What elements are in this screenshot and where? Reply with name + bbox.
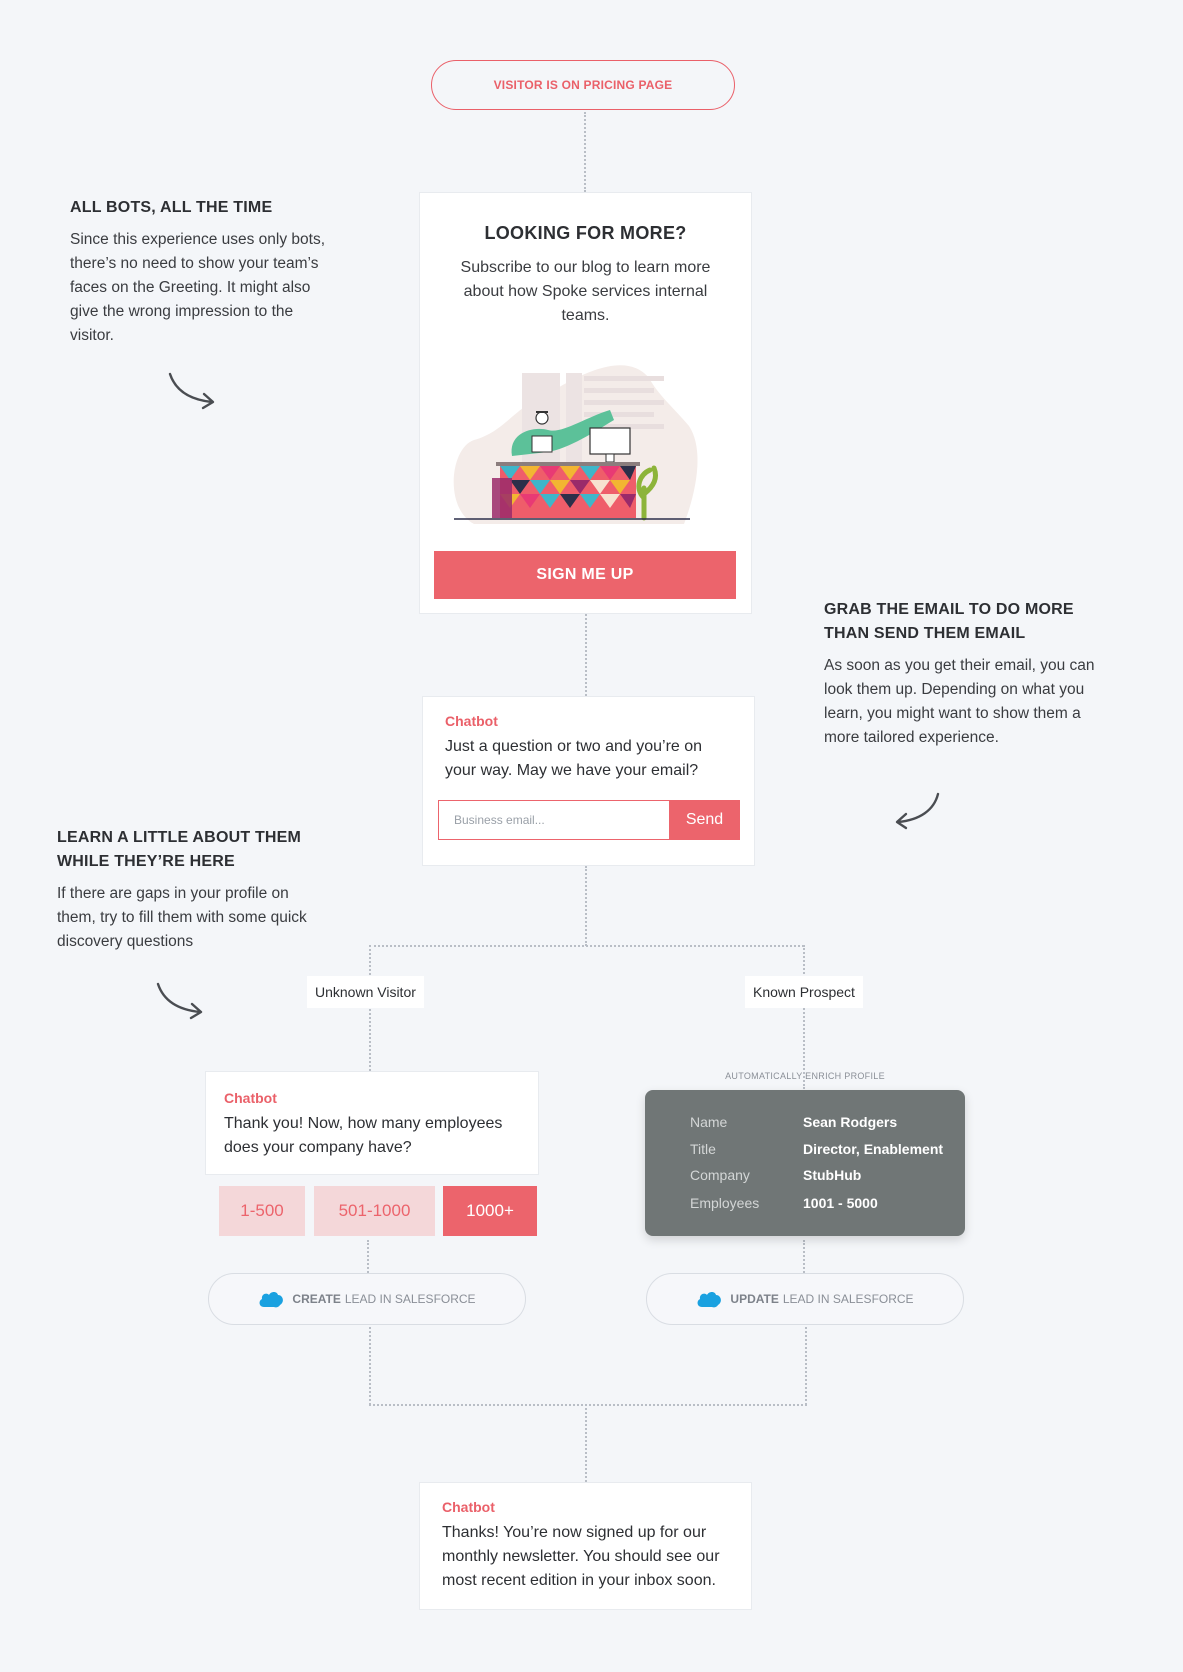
profile-value: 1001 - 5000: [803, 1195, 878, 1211]
connector: [803, 1240, 805, 1273]
option-1000-plus[interactable]: 1000+: [443, 1186, 537, 1236]
email-chat-card: [422, 696, 755, 866]
send-button[interactable]: Send: [669, 800, 740, 840]
salesforce-text: LEAD IN SALESFORCE: [344, 1292, 476, 1306]
profile-row-employees: [690, 1195, 878, 1211]
salesforce-cloud-icon: [696, 1290, 722, 1308]
connector: [584, 112, 586, 192]
branch-unknown-visitor: [307, 976, 424, 1008]
greeting-card: [419, 192, 752, 614]
annotation-title: GRAB THE EMAIL TO DO MORE THAN SEND THEM EMAIL: [824, 601, 1074, 642]
trigger-pill: [431, 60, 735, 110]
annotation-body: Since this experience uses only bots, there’s no need to show your team’s faces on the Greeting. It might also give the wrong impression to the visitor.: [70, 231, 326, 344]
connector: [367, 1240, 369, 1273]
connector: [369, 945, 371, 1071]
update-lead-salesforce: [646, 1273, 964, 1325]
employees-chat-card: [205, 1071, 539, 1175]
enrich-caption: AUTOMATICALLY ENRICH PROFILE: [725, 1071, 885, 1081]
annotation-title: ALL BOTS, ALL THE TIME: [70, 199, 273, 216]
branch-label: Known Prospect: [753, 984, 855, 1000]
connector: [369, 1404, 807, 1406]
chatbot-label: Chatbot: [445, 713, 498, 729]
email-field[interactable]: Business email...: [438, 800, 670, 840]
connector: [803, 945, 805, 1089]
profile-row-name: [690, 1114, 897, 1130]
chatbot-message: Thank you! Now, how many employees does your company have?: [224, 1115, 503, 1156]
office-illustration: [444, 348, 700, 524]
profile-row-title: [690, 1141, 943, 1157]
profile-row-company: [690, 1167, 861, 1183]
option-501-1000[interactable]: 501-1000: [314, 1186, 435, 1236]
annotation-learn: [57, 826, 322, 954]
final-chat-card: [419, 1482, 752, 1610]
profile-key: Company: [690, 1167, 750, 1183]
profile-key: Title: [690, 1141, 716, 1157]
profile-value: Sean Rodgers: [803, 1114, 898, 1130]
connector: [369, 945, 804, 947]
annotation-title: LEARN A LITTLE ABOUT THEM WHILE THEY’RE HERE: [57, 829, 302, 870]
salesforce-verb: CREATE: [292, 1292, 341, 1306]
salesforce-verb: UPDATE: [730, 1292, 779, 1306]
annotation-body: As soon as you get their email, you can look them up. Depending on what you learn, you might want to show them a more tailored experience.: [824, 657, 1095, 746]
branch-known-prospect: [745, 976, 863, 1008]
annotation-all-bots: [70, 196, 340, 348]
connector: [585, 866, 587, 946]
sign-me-up-button[interactable]: SIGN ME UP: [434, 551, 736, 599]
trigger-label: VISITOR IS ON PRICING PAGE: [493, 78, 673, 92]
chatbot-label: Chatbot: [224, 1090, 277, 1106]
annotation-body: If there are gaps in your profile on them, try to fill them with some quick discovery questions: [57, 885, 307, 950]
option-1-500[interactable]: 1-500: [219, 1186, 305, 1236]
chatbot-message: Just a question or two and you’re on your way. May we have your email?: [445, 738, 703, 779]
curved-arrow-icon: [166, 370, 222, 410]
salesforce-cloud-icon: [258, 1290, 284, 1308]
create-lead-salesforce: [208, 1273, 526, 1325]
connector: [585, 1404, 587, 1482]
profile-value: StubHub: [803, 1167, 862, 1183]
greeting-title: LOOKING FOR MORE?: [484, 223, 687, 243]
connector: [585, 614, 587, 696]
chatbot-message: Thanks! You’re now signed up for our monthly newsletter. You should see our most recent edition in your inbox soon.: [442, 1524, 720, 1589]
desk-pattern: [500, 466, 636, 518]
profile-key: Employees: [690, 1195, 760, 1211]
profile-value: Director, Enablement: [803, 1141, 944, 1157]
enrich-profile-card: [645, 1090, 965, 1236]
greeting-body: Subscribe to our blog to learn more about how Spoke services internal teams.: [460, 259, 711, 324]
curved-arrow-icon: [154, 980, 210, 1020]
connector: [805, 1327, 807, 1405]
annotation-grab-email: [824, 598, 1099, 750]
branch-label: Unknown Visitor: [315, 984, 416, 1000]
curved-arrow-icon: [890, 790, 942, 830]
connector: [369, 1327, 371, 1405]
salesforce-text: LEAD IN SALESFORCE: [782, 1292, 914, 1306]
chatbot-label: Chatbot: [442, 1499, 495, 1515]
profile-key: Name: [690, 1114, 728, 1130]
